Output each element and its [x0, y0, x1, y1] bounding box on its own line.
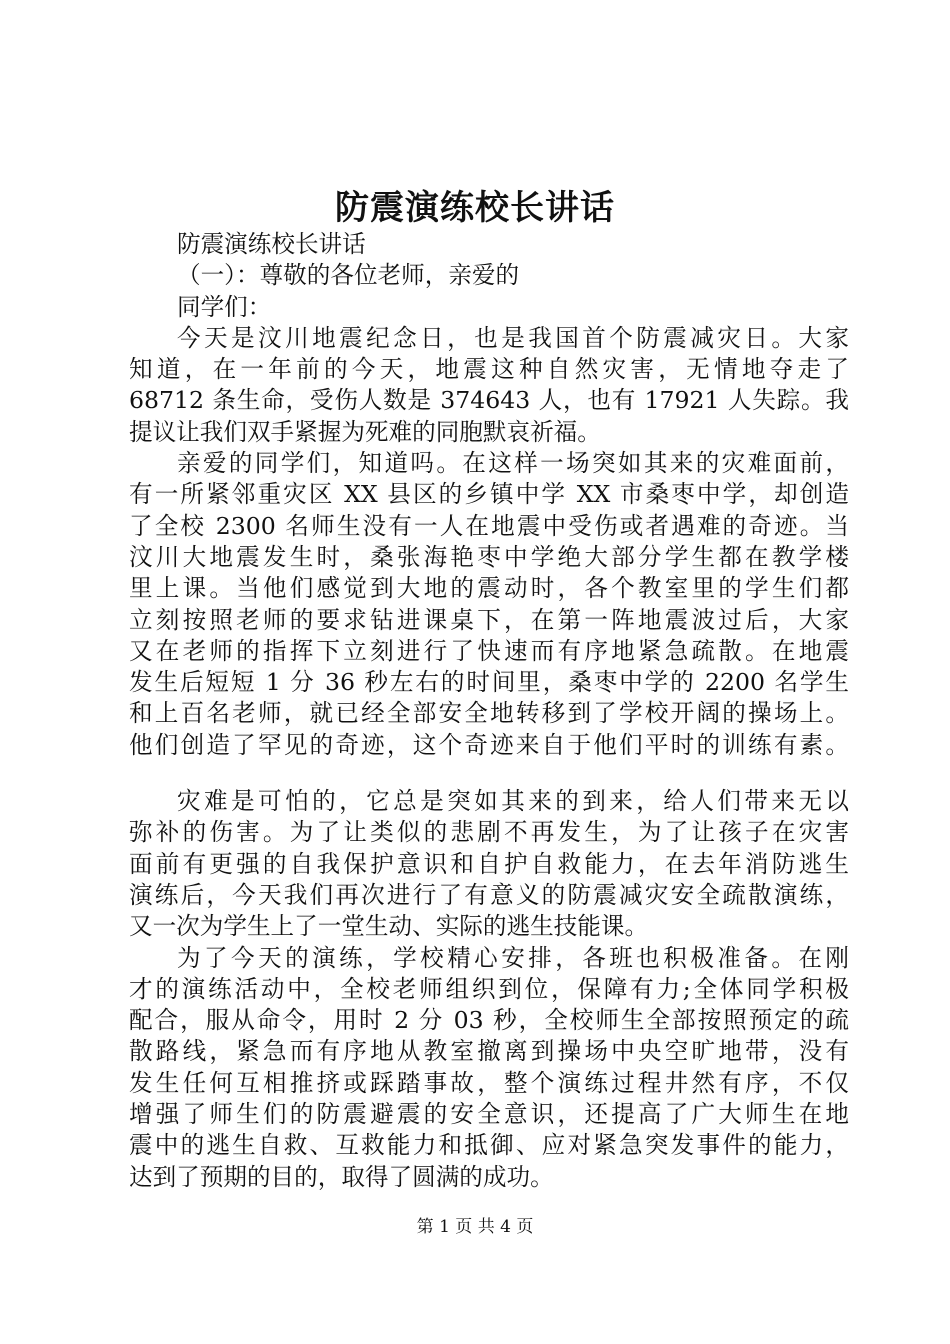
document-body: [129, 229, 849, 1193]
paragraph-line: 弥补的伤害。为了让类似的悲剧不再发生，为了让孩子在灾害: [129, 818, 849, 847]
paragraph-line: 发生后短短 1 分 36 秒左右的时间里，桑枣中学的 2200 名学生: [129, 668, 849, 697]
paragraph-line: 散路线，紧急而有序地从教室撤离到操场中央空旷地带，没有: [129, 1037, 849, 1066]
document-title: 防震演练校长讲话: [335, 188, 615, 228]
paragraph-line: 提议让我们双手紧握为死难的同胞默哀祈福。: [129, 417, 601, 446]
paragraph-line: 亲爱的同学们，知道吗。在这样一场突如其来的灾难面前，: [177, 449, 849, 478]
paragraph-line: 增强了师生们的防震避震的安全意识，还提高了广大师生在地: [129, 1100, 849, 1129]
paragraph-line: 发生任何互相推挤或踩踏事故，整个演练过程井然有序，不仅: [129, 1068, 849, 1097]
paragraph-line: 达到了预期的目的，取得了圆满的成功。: [129, 1162, 554, 1191]
salutation-line: 同学们：: [177, 292, 272, 321]
paragraph-line: 知道，在一年前的今天，地震这种自然灾害，无情地夺走了: [129, 355, 849, 384]
paragraph-line: 为了今天的演练，学校精心安排，各班也积极准备。在刚: [177, 943, 849, 972]
paragraph-line: 今天是汶川地震纪念日，也是我国首个防震减灾日。大家: [177, 323, 849, 352]
subtitle-line: 防震演练校长讲话: [177, 230, 366, 258]
paragraph-line: 了全校 2300 名师生没有一人在地震中受伤或者遇难的奇迹。当: [129, 511, 849, 540]
paragraph-line: 有一所紧邻重灾区 XX 县区的乡镇中学 XX 市桑枣中学，却创造: [129, 480, 849, 509]
paragraph-line: 又一次为学生上了一堂生动、实际的逃生技能课。: [129, 912, 649, 941]
paragraph-line: 和上百名老师，就已经全部安全地转移到了学校开阔的操场上。: [129, 699, 849, 728]
paragraph-line: 面前有更强的自我保护意识和自护自救能力，在去年消防逃生: [129, 849, 849, 878]
paragraph-line: 又在老师的指挥下立刻进行了快速而有序地紧急疏散。在地震: [129, 636, 849, 665]
paragraph-line: 里上课。当他们感觉到大地的震动时，各个教室里的学生们都: [129, 574, 849, 603]
page-footer: 第 1 页 共 4 页: [416, 1217, 534, 1237]
paragraph-gap: [129, 761, 849, 786]
paragraph-line: 配合，服从命令，用时 2 分 03 秒，全校师生全部按照预定的疏: [129, 1006, 849, 1035]
salutation-line: （一）：尊敬的各位老师，亲爱的: [177, 261, 520, 290]
paragraph-line: 他们创造了罕见的奇迹，这个奇迹来自于他们平时的训练有素。: [129, 730, 849, 759]
paragraph-line: 演练后，今天我们再次进行了有意义的防震减灾安全疏散演练，: [129, 880, 849, 909]
paragraph-line: 才的演练活动中，全校老师组织到位，保障有力;全体同学积极: [129, 974, 849, 1003]
paragraph-line: 灾难是可怕的，它总是突如其来的到来，给人们带来无以: [177, 787, 849, 816]
paragraph-line: 立刻按照老师的要求钻进课桌下，在第一阵地震波过后，大家: [129, 605, 849, 634]
paragraph-line: 汶川大地震发生时，桑张海艳枣中学绝大部分学生都在教学楼: [129, 542, 849, 571]
paragraph-line: 震中的逃生自救、互救能力和抵御、应对紧急突发事件的能力，: [129, 1131, 849, 1160]
paragraph-line: 68712 条生命，受伤人数是 374643 人，也有 17921 人失踪。我: [129, 386, 849, 415]
